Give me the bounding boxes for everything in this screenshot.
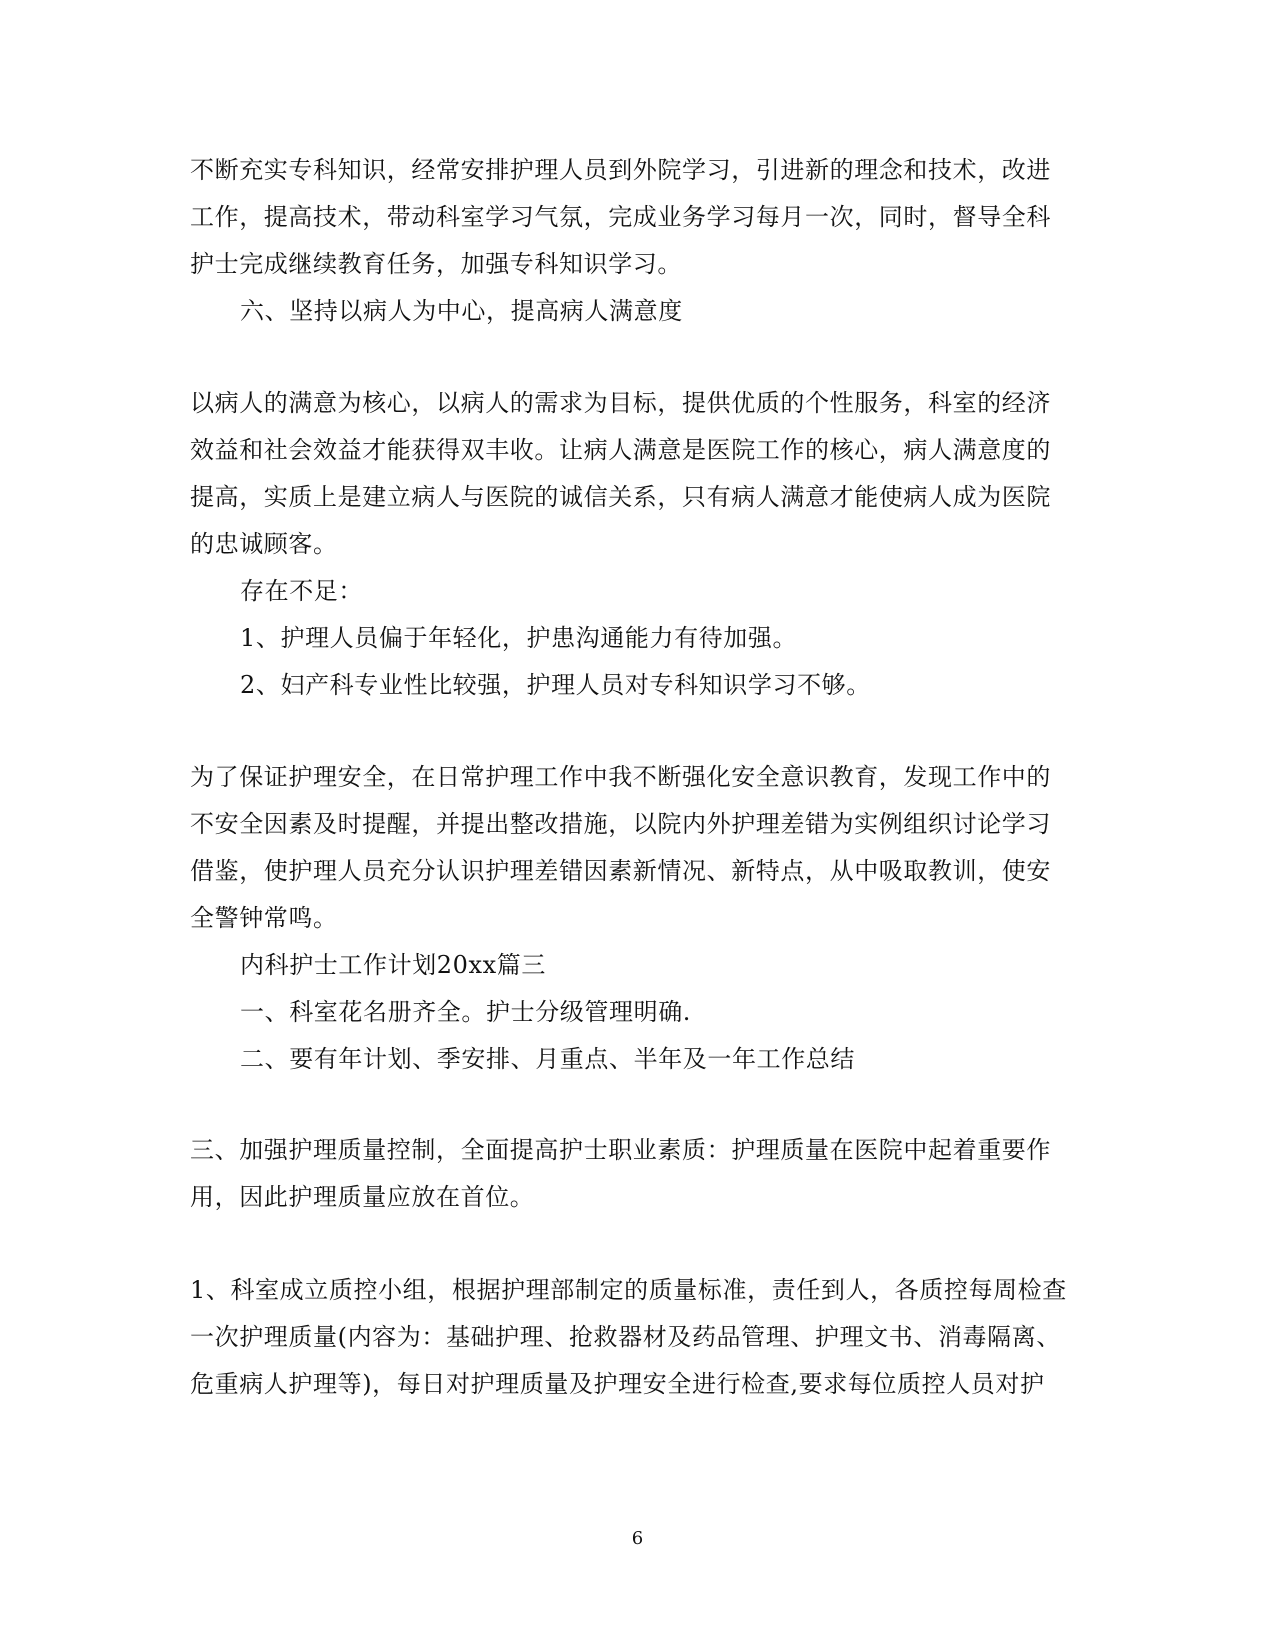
section-heading: 六、坚持以病人为中心，提高病人满意度 <box>240 297 683 325</box>
page-number: 6 <box>631 1528 644 1549</box>
text-line: 全警钟常鸣。 <box>190 904 338 932</box>
text-line: 的忠诚顾客。 <box>190 530 338 558</box>
text-line: 效益和社会效益才能获得双丰收。让病人满意是医院工作的核心，病人满意度的 <box>190 436 1051 464</box>
list-item: 二、要有年计划、季安排、月重点、半年及一年工作总结 <box>240 1045 855 1073</box>
text-line: 不安全因素及时提醒，并提出整改措施，以院内外护理差错为实例组织讨论学习 <box>190 810 1051 838</box>
text-line: 不断充实专科知识，经常安排护理人员到外院学习，引进新的理念和技术，改进 <box>190 156 1051 184</box>
text-line: 用，因此护理质量应放在首位。 <box>190 1183 535 1211</box>
text-line: 工作，提高技术，带动科室学习气氛，完成业务学习每月一次，同时，督导全科 <box>190 203 1051 231</box>
text-line: 三、加强护理质量控制，全面提高护士职业素质：护理质量在医院中起着重要作 <box>190 1136 1051 1164</box>
text-line: 危重病人护理等)，每日对护理质量及护理安全进行检查,要求每位质控人员对护 <box>190 1370 1045 1398</box>
section-title: 内科护士工作计划20xx篇三 <box>240 951 547 979</box>
text-line: 为了保证护理安全，在日常护理工作中我不断强化安全意识教育，发现工作中的 <box>190 763 1051 791</box>
text-line: 提高，实质上是建立病人与医院的诚信关系，只有病人满意才能使病人成为医院 <box>190 483 1051 511</box>
text-line: 一次护理质量(内容为：基础护理、抢救器材及药品管理、护理文书、消毒隔离、 <box>190 1323 1061 1351</box>
text-line: 护士完成继续教育任务，加强专科知识学习。 <box>190 250 682 278</box>
text-line: 以病人的满意为核心，以病人的需求为目标，提供优质的个性服务，科室的经济 <box>190 389 1051 417</box>
list-item: 2、妇产科专业性比较强，护理人员对专科知识学习不够。 <box>240 671 871 699</box>
list-item: 一、科室花名册齐全。护士分级管理明确. <box>240 998 692 1026</box>
subheading-shortcomings: 存在不足： <box>240 577 363 605</box>
text-line: 借鉴，使护理人员充分认识护理差错因素新情况、新特点，从中吸取教训，使安 <box>190 857 1051 885</box>
text-line: 1、科室成立质控小组，根据护理部制定的质量标准，责任到人，各质控每周检查 <box>190 1276 1067 1304</box>
list-item: 1、护理人员偏于年轻化，护患沟通能力有待加强。 <box>240 624 798 652</box>
